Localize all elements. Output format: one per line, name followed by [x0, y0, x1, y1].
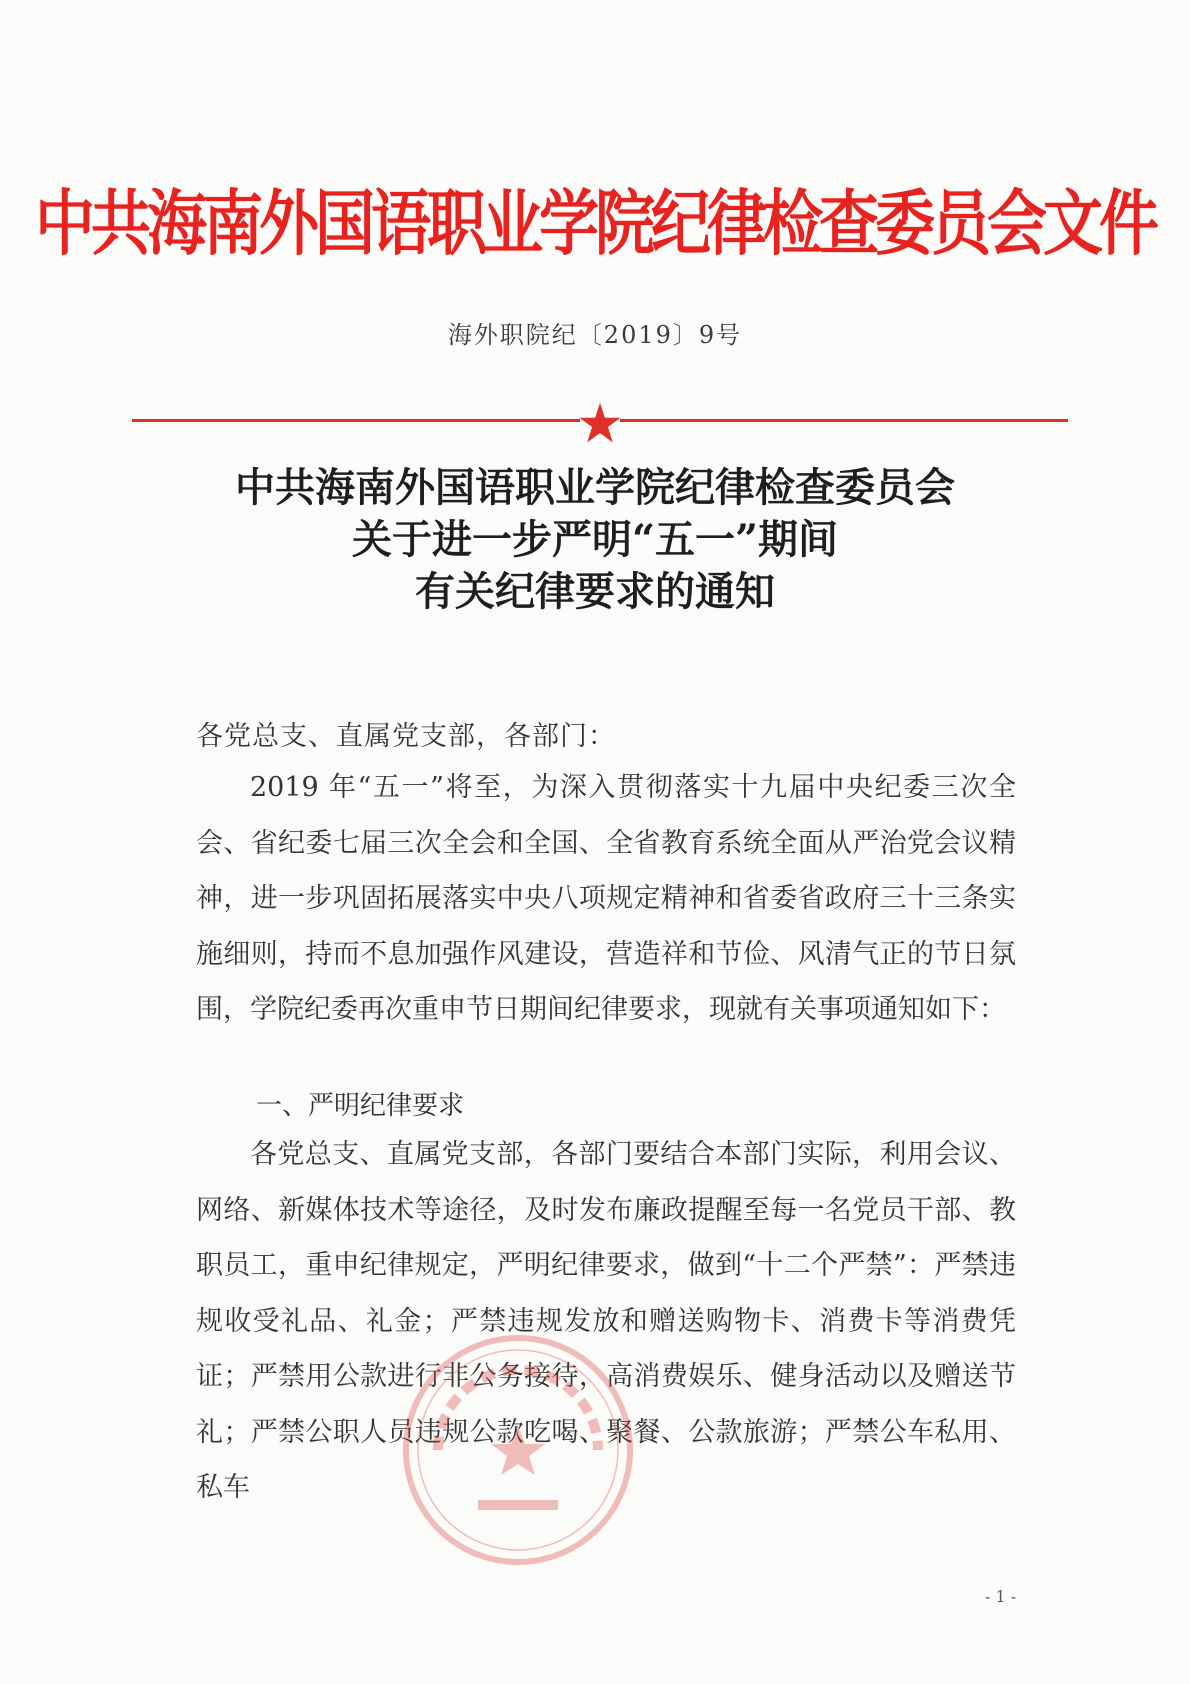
paragraph-discipline: 各党总支、直属党支部，各部门要结合本部门实际，利用会议、网络、新媒体技术等途径，及时发布廉政提醒至每一名党员干部、教职员工，重申纪律规定，严明纪律要求，做到“十二个严禁”：严禁违规收受礼品、礼金；严禁违规发放和赠送购物卡、消费卡等消费凭证；严禁用公款进行非公务接待，高消费娱乐、健身活动以及赠送节礼；严禁公职人员违规公款吃喝、聚餐、公款旅游；严禁公车私用、私车 [196, 1139, 1016, 1503]
red-rule-left [132, 419, 580, 422]
star-icon [578, 401, 622, 445]
page-number: - 1 - [985, 1587, 1017, 1606]
notice-title [0, 462, 1190, 618]
official-seal-stamp [398, 1330, 638, 1570]
document-number: 海外职院纪〔2019〕9号 [447, 321, 743, 349]
notice-title-line-1: 中共海南外国语职业学院纪律检查委员会 [235, 464, 955, 511]
section-heading-1: 一、严明纪律要求 [256, 1091, 465, 1121]
document-header-title: 中共海南外国语职业学院纪律检查委员会文件 [35, 183, 1155, 266]
red-rule-right [620, 419, 1068, 422]
salutation: 各党总支、直属党支部，各部门： [196, 721, 616, 752]
notice-title-line-2: 关于进一步严明“五一”期间 [351, 516, 838, 563]
paragraph-intro: 2019 年“五一”将至，为深入贯彻落实十九届中央纪委三次全会、省纪委七届三次全会和全国、全省教育系统全面从严治党会议精神，进一步巩固拓展落实中央八项规定精神和省委省政府三十三条实施细则，持而不息加强作风建设，营造祥和节俭、风清气正的节日氛围，学院纪委再次重申节日期间纪律要求，现就有关事项通知如下： [196, 772, 1016, 1025]
notice-title-line-3: 有关纪律要求的通知 [415, 568, 775, 615]
